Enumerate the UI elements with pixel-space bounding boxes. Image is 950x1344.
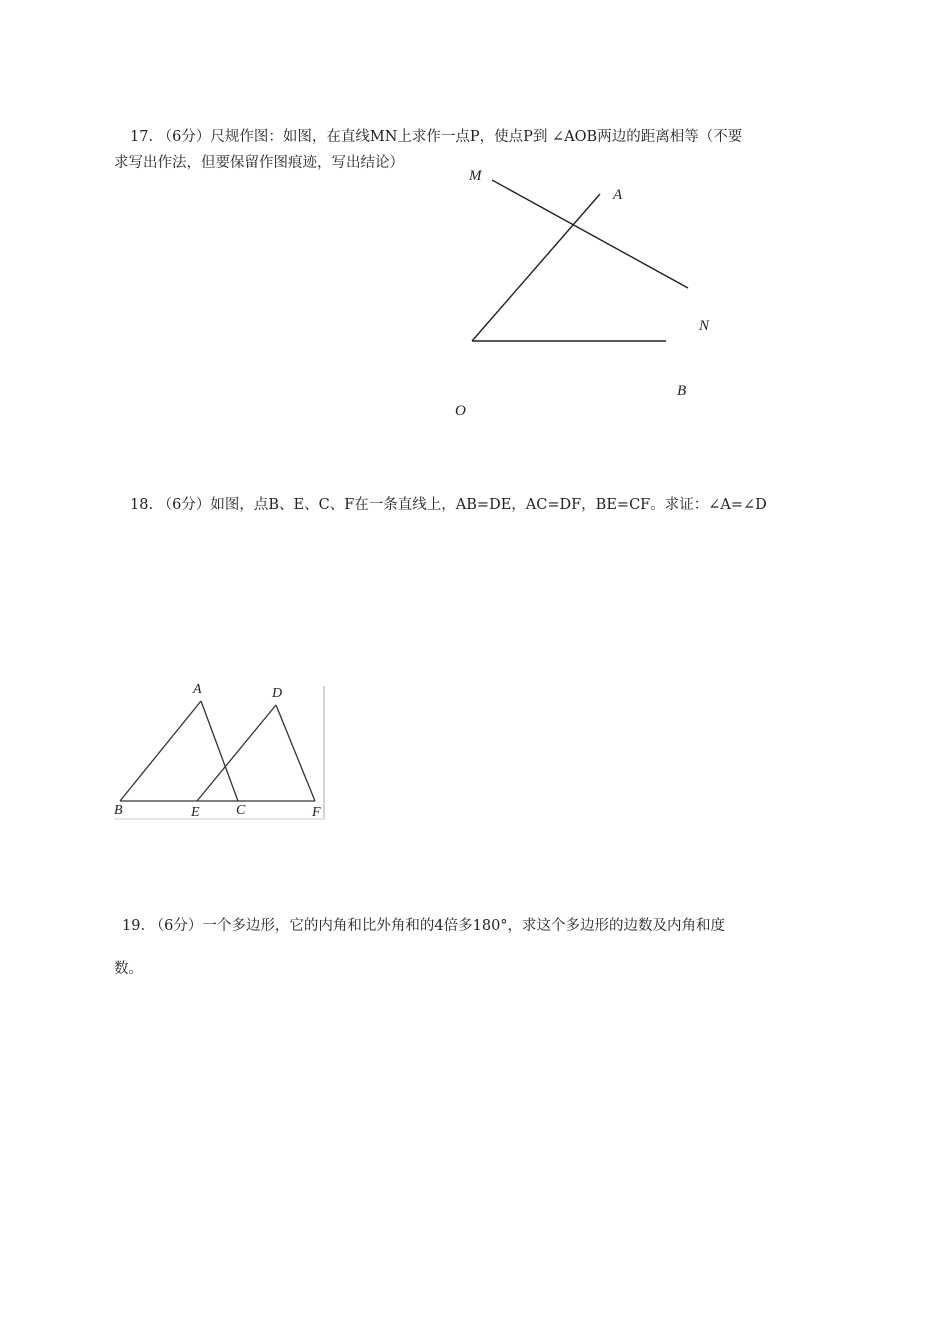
label-a: A <box>613 187 623 203</box>
q17-text-line1: 17. （6分）尺规作图：如图，在直线MN上求作一点P，使点P到 ∠AOB两边的距离相等（不要 <box>130 129 743 145</box>
label-m: M <box>469 168 482 184</box>
q19-text-line2: 数。 <box>114 961 143 977</box>
segment-de <box>197 705 276 801</box>
q19-text-line1: 19. （6分）一个多边形，它的内角和比外角和的4倍多180°，求这个多边形的边数及内角和度 <box>122 918 726 934</box>
segment-ab <box>120 701 201 801</box>
label-b2: B <box>114 803 123 818</box>
q17-text-line2: 求写出作法，但要保留作图痕迹，写出结论） <box>114 155 404 171</box>
segment-ac <box>201 701 238 801</box>
label-e2: E <box>191 805 200 820</box>
label-f2: F <box>312 805 321 820</box>
label-b: B <box>677 383 687 399</box>
label-n: N <box>699 318 710 334</box>
label-c2: C <box>236 803 246 818</box>
label-a2: A <box>193 682 202 697</box>
segment-df <box>276 705 315 801</box>
q18-text-line1: 18. （6分）如图，点B、E、C、F在一条直线上，AB=DE，AC=DF，BE=CF。求证：∠A=∠D <box>130 497 767 513</box>
label-o: O <box>455 403 466 419</box>
label-d2: D <box>272 686 283 701</box>
